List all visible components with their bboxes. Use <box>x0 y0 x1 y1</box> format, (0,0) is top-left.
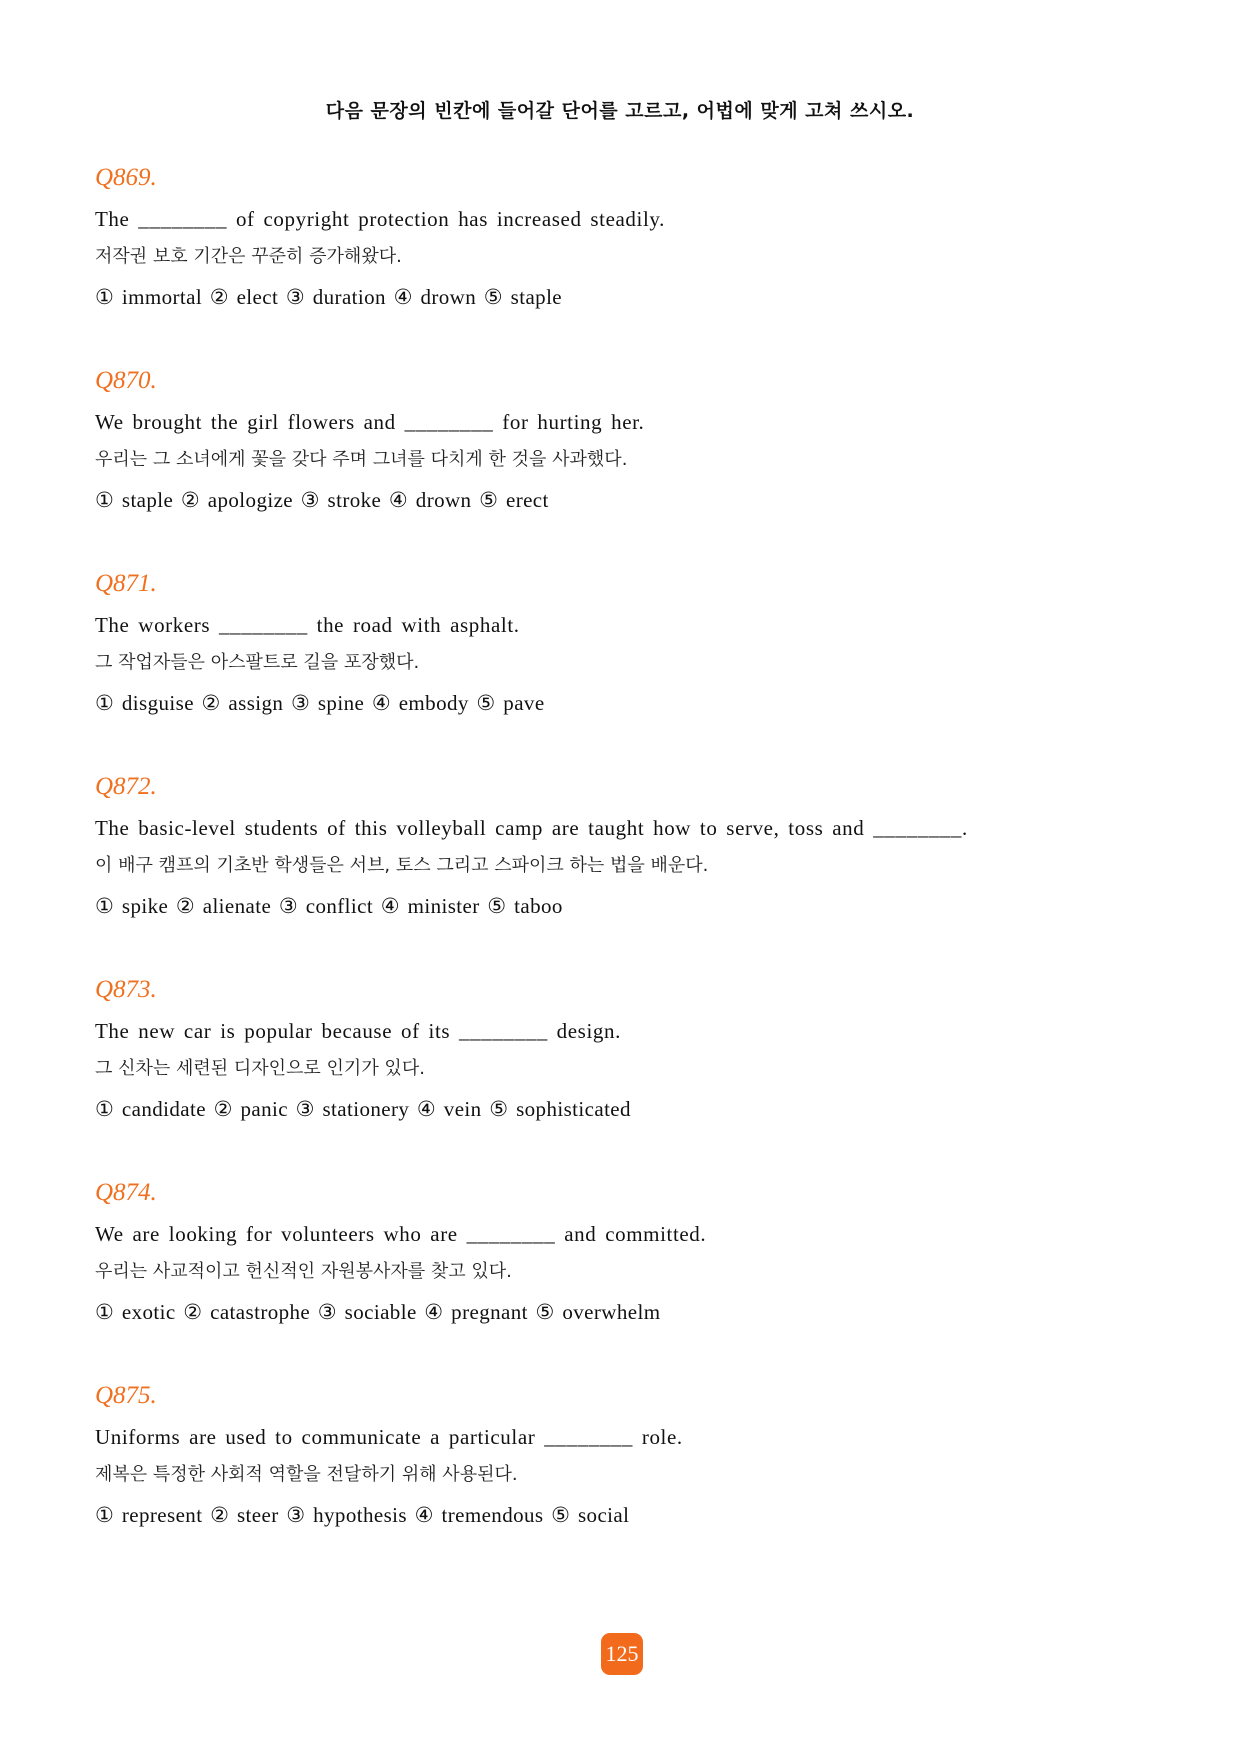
question-options: ① exotic ② catastrophe ③ sociable ④ pregnant ⑤ overwhelm <box>95 1300 661 1324</box>
question-sentence: Uniforms are used to communicate a particular ________ role. <box>95 1425 683 1449</box>
question-translation: 그 작업자들은 아스팔트로 길을 포장했다. <box>95 652 420 673</box>
page-number-badge: 125 <box>601 1633 643 1675</box>
page-instruction: 다음 문장의 빈칸에 들어갈 단어를 고르고, 어법에 맞게 고쳐 쓰시오. <box>325 100 915 122</box>
question-options: ① immortal ② elect ③ duration ④ drown ⑤ staple <box>95 285 563 309</box>
question-number: Q872. <box>95 773 157 800</box>
question-block <box>95 1173 1175 1327</box>
question-options: ① staple ② apologize ③ stroke ④ drown ⑤ erect <box>95 488 549 512</box>
question-number: Q871. <box>95 570 157 597</box>
question-sentence: We brought the girl flowers and ________ for hurting her. <box>95 410 645 434</box>
question-block <box>95 158 1175 312</box>
question-number: Q874. <box>95 1179 157 1206</box>
question-block <box>95 564 1175 718</box>
question-block <box>95 1376 1175 1530</box>
question-translation: 그 신차는 세련된 디자인으로 인기가 있다. <box>95 1058 425 1079</box>
question-sentence: We are looking for volunteers who are ________ and committed. <box>95 1222 707 1246</box>
question-number: Q875. <box>95 1382 157 1409</box>
question-options: ① represent ② steer ③ hypothesis ④ tremendous ⑤ social <box>95 1503 630 1527</box>
question-sentence: The workers ________ the road with asphalt. <box>95 613 520 637</box>
question-block <box>95 361 1175 515</box>
question-block <box>95 970 1175 1124</box>
question-options: ① disguise ② assign ③ spine ④ embody ⑤ pave <box>95 691 545 715</box>
question-sentence: The ________ of copyright protection has increased steadily. <box>95 207 665 231</box>
question-translation: 우리는 사교적이고 헌신적인 자원봉사자를 찾고 있다. <box>95 1261 512 1282</box>
question-sentence: The basic-level students of this volleyball camp are taught how to serve, toss and ________. <box>95 816 968 840</box>
question-number: Q873. <box>95 976 157 1003</box>
question-options: ① spike ② alienate ③ conflict ④ minister ⑤ taboo <box>95 894 563 918</box>
question-translation: 제복은 특정한 사회적 역할을 전달하기 위해 사용된다. <box>95 1464 518 1485</box>
question-block <box>95 767 1175 921</box>
question-translation: 우리는 그 소녀에게 꽃을 갖다 주며 그녀를 다치게 한 것을 사과했다. <box>95 449 628 470</box>
question-number: Q869. <box>95 164 157 191</box>
question-translation: 저작권 보호 기간은 꾸준히 증가해왔다. <box>95 246 402 267</box>
question-sentence: The new car is popular because of its ________ design. <box>95 1019 621 1043</box>
question-number: Q870. <box>95 367 157 394</box>
question-options: ① candidate ② panic ③ stationery ④ vein ⑤ sophisticated <box>95 1097 631 1121</box>
question-translation: 이 배구 캠프의 기초반 학생들은 서브, 토스 그리고 스파이크 하는 법을 배운다. <box>95 855 709 876</box>
